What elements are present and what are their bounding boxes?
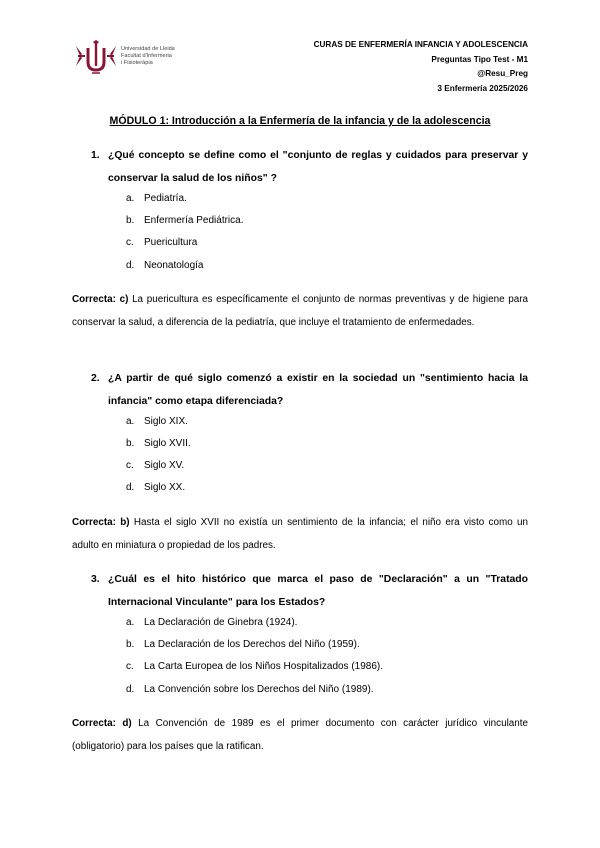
- question-number: 3.: [91, 574, 100, 585]
- option-letter: d.: [126, 260, 135, 271]
- option-letter: b.: [126, 438, 135, 449]
- university-logo: [74, 40, 184, 82]
- question-text: ¿Qué concepto se define como el "conjunto de reglas y cuidados para preservar y conservar la salud de los niños" ?: [108, 150, 528, 184]
- answer-text: La Convención de 1989 es el primer documento con carácter jurídico vinculante (obligatorio) para los países que la ratifican.: [72, 718, 528, 752]
- module-title: MÓDULO 1: Introducción a la Enfermería de la infancia y de la adolescencia: [109, 115, 491, 127]
- option-text: Siglo XV.: [144, 460, 185, 471]
- answer-3: [72, 713, 528, 758]
- option-text: Puericultura: [144, 237, 198, 248]
- question-number: 2.: [91, 373, 100, 384]
- question-3: [91, 569, 528, 614]
- option-text: La Declaración de los Derechos del Niño (1959).: [144, 639, 360, 650]
- logo-line-3: i Fisioteràpia: [121, 60, 153, 66]
- option-text: Siglo XX.: [144, 482, 186, 493]
- answer-letter: b): [120, 517, 130, 528]
- university-crest-icon: [74, 40, 118, 76]
- logo-text: [121, 46, 175, 67]
- answer-text: La puericultura es específicamente el conjunto de normas preventivas y de higiene para conservar la salud, a diferencia de la pediatría, que incluye el tratamiento de enfermedades.: [72, 294, 529, 328]
- answer-1: [72, 289, 528, 334]
- question-text: ¿Cuál es el hito histórico que marca el paso de "Declaración" a un "Tratado Internacional Vinculante" para los Estados?: [108, 574, 528, 608]
- question-number: 1.: [91, 150, 100, 161]
- option-letter: a.: [126, 617, 135, 628]
- author-handle: @Resu_Preg: [477, 69, 528, 78]
- answer-label: Correcta:: [72, 517, 116, 528]
- option-letter: b.: [126, 215, 135, 226]
- option-text: La Carta Europea de los Niños Hospitalizados (1986).: [144, 661, 384, 672]
- course-year: 3 Enfermería 2025/2026: [437, 83, 528, 93]
- answer-text: Hasta el siglo XVII no existía un sentimiento de la infancia; el niño era visto como un adulto en miniatura o propiedad de los padres.: [72, 517, 528, 551]
- option-text: Siglo XIX.: [144, 416, 188, 427]
- question-text: ¿A partir de qué siglo comenzó a existir en la sociedad un "sentimiento hacia la infancia" como etapa diferenciada?: [108, 373, 528, 407]
- answer-2: [72, 512, 528, 557]
- option-letter: c.: [126, 661, 134, 672]
- option-letter: c.: [126, 237, 134, 248]
- option-text: Enfermería Pediátrica.: [144, 215, 244, 226]
- page-header: [314, 38, 528, 96]
- option-letter: c.: [126, 460, 134, 471]
- option-text: La Declaración de Ginebra (1924).: [144, 617, 298, 628]
- option-text: Neonatología: [144, 260, 204, 271]
- question-2: [91, 368, 528, 413]
- option-letter: d.: [126, 684, 135, 695]
- answer-label: Correcta:: [72, 718, 116, 729]
- answer-letter: d): [122, 718, 132, 729]
- option-letter: a.: [126, 416, 135, 427]
- option-text: Pediatría.: [144, 193, 187, 204]
- question-1: [91, 145, 528, 190]
- test-subtitle: Preguntas Tipo Test - M1: [431, 54, 528, 64]
- logo-line-1: Universidad de Lleida: [121, 46, 175, 52]
- option-text: La Convención sobre los Derechos del Niño (1989).: [144, 684, 374, 695]
- option-letter: a.: [126, 193, 135, 204]
- answer-label: Correcta:: [72, 294, 116, 305]
- option-letter: b.: [126, 639, 135, 650]
- course-title: CURAS DE ENFERMERÍA INFANCIA Y ADOLESCENCIA: [313, 40, 528, 49]
- answer-letter: c): [119, 294, 129, 305]
- logo-line-2: Facultat d'Infermeria: [121, 53, 172, 59]
- option-letter: d.: [126, 482, 135, 493]
- option-text: Siglo XVII.: [144, 438, 191, 449]
